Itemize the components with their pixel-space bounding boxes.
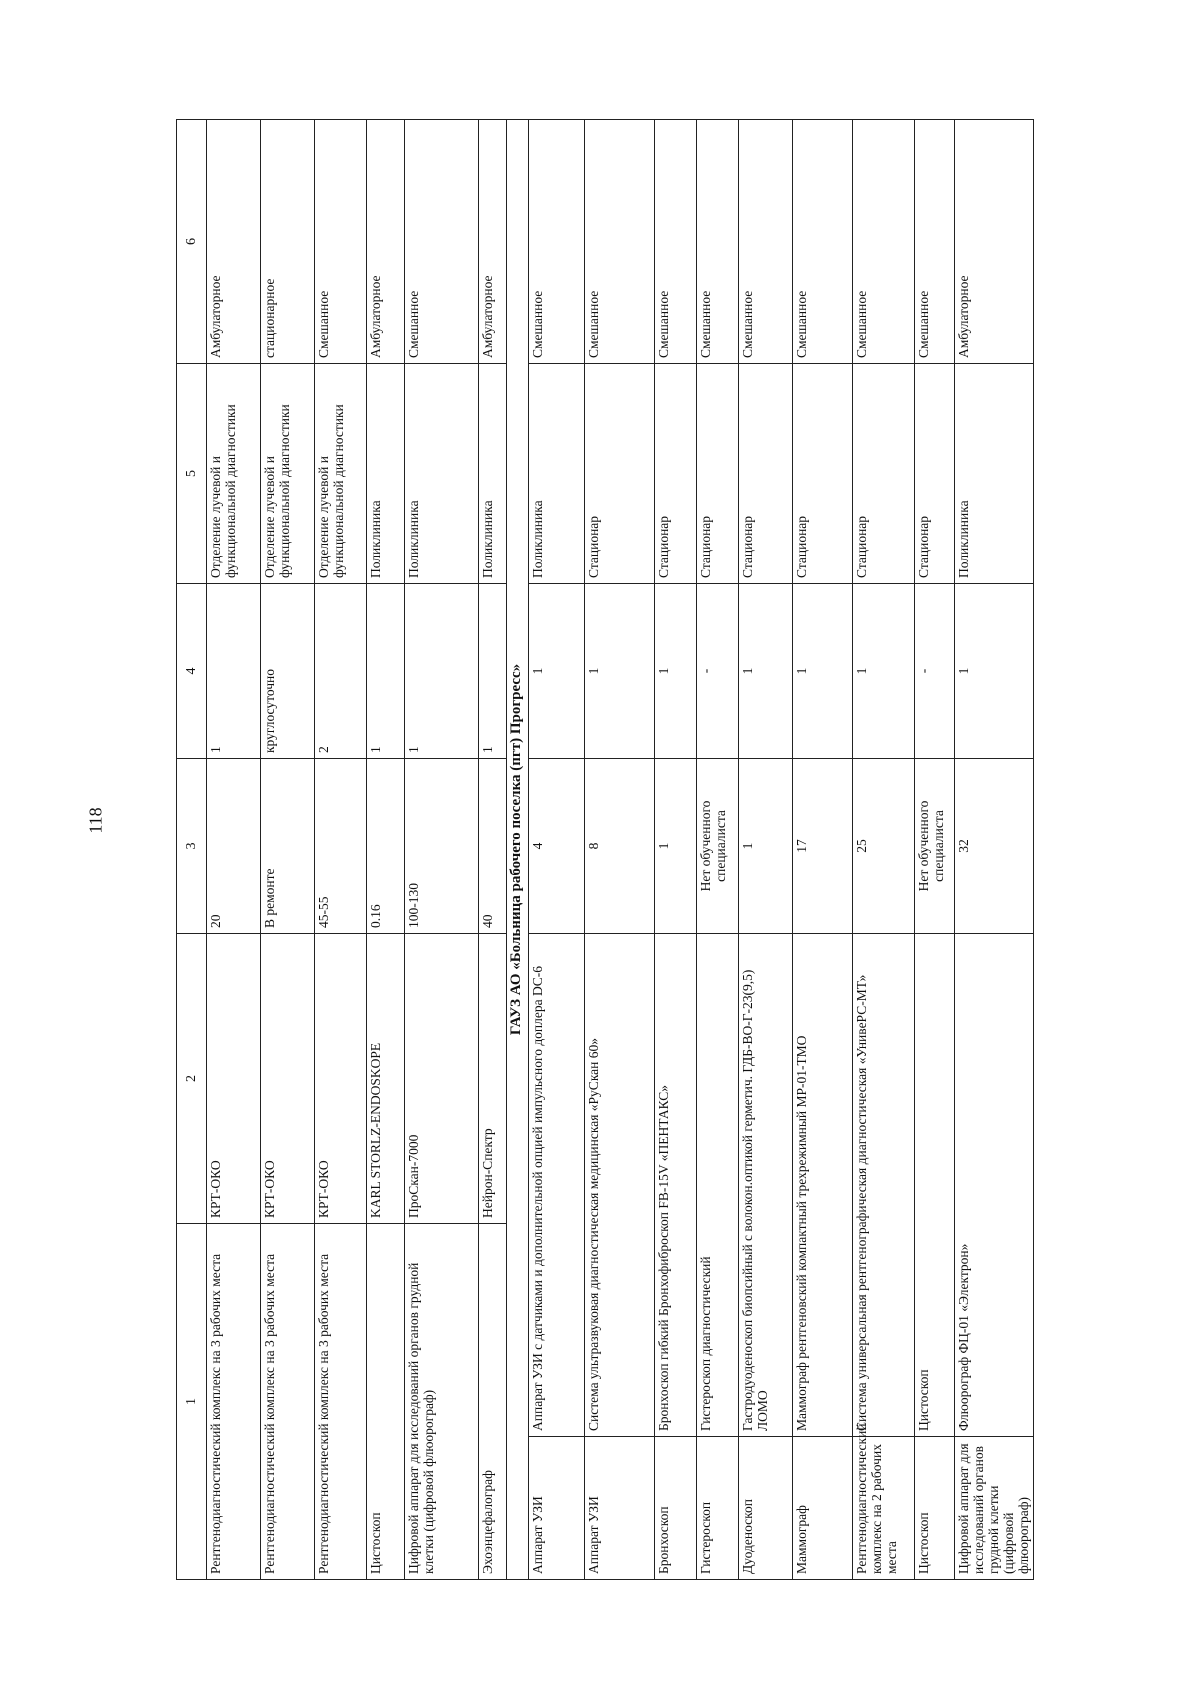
header-cell-2: 2 — [177, 934, 207, 1224]
cell-mode: стационарное — [261, 120, 315, 364]
cell-unit: Стационар — [655, 364, 697, 584]
header-cell-1: 1 — [177, 1224, 207, 1580]
cell-mode: Смешанное — [529, 120, 585, 364]
table-row — [529, 120, 585, 1580]
cell-model: Гистероскоп диагностический — [697, 934, 739, 1437]
cell-count: круглосуточно — [261, 584, 315, 759]
cell-unit: Поликлиника — [479, 364, 507, 584]
cell-count: - — [915, 584, 955, 759]
cell-unit: Стационар — [697, 364, 739, 584]
cell-unit: Отделение лучевой и функциональной диагностики — [207, 364, 261, 584]
cell-unit: Поликлиника — [955, 364, 1034, 584]
cell-equipment-type: Аппарат УЗИ — [529, 1437, 585, 1580]
cell-unit: Стационар — [793, 364, 853, 584]
cell-unit: Стационар — [739, 364, 793, 584]
cell-equipment-type: Рентгенодиагностический комплекс на 3 рабочих места — [261, 1224, 315, 1580]
cell-load: 1 — [655, 759, 697, 934]
cell-mode: Амбулаторное — [955, 120, 1034, 364]
cell-count: 1 — [585, 584, 655, 759]
cell-load: 20 — [207, 759, 261, 934]
cell-mode: Смешанное — [655, 120, 697, 364]
cell-unit: Стационар — [915, 364, 955, 584]
cell-load: В ремонте — [261, 759, 315, 934]
cell-load: 4 — [529, 759, 585, 934]
cell-count: 1 — [853, 584, 915, 759]
cell-count: 1 — [793, 584, 853, 759]
cell-unit: Стационар — [853, 364, 915, 584]
cell-equipment-type: Цифровой аппарат для исследований органов грудной клетки (цифровой флюорограф) — [405, 1224, 479, 1580]
cell-count: 1 — [367, 584, 405, 759]
cell-model: Система ультразвуковая диагностическая медицинская «РуСкан 60» — [585, 934, 655, 1437]
cell-mode: Смешанное — [405, 120, 479, 364]
cell-mode: Смешанное — [739, 120, 793, 364]
cell-equipment-type: Аппарат УЗИ — [585, 1437, 655, 1580]
cell-model: КРТ-ОКО — [315, 934, 367, 1224]
cell-load: 1 — [739, 759, 793, 934]
cell-load: 32 — [955, 759, 1034, 934]
cell-equipment-type: Бронхоскоп — [655, 1437, 697, 1580]
table-row — [405, 120, 479, 1580]
cell-model: Нейрон-Спектр — [479, 934, 507, 1224]
cell-load: 8 — [585, 759, 655, 934]
cell-count: 1 — [739, 584, 793, 759]
cell-load: 25 — [853, 759, 915, 934]
cell-model: Цистоскоп — [915, 934, 955, 1437]
cell-equipment-type: Гистероскоп — [697, 1437, 739, 1580]
cell-model: КРТ-ОКО — [207, 934, 261, 1224]
cell-count: 2 — [315, 584, 367, 759]
cell-unit: Отделение лучевой и функциональной диагностики — [315, 364, 367, 584]
cell-model: Система универсальная рентгенографическая диагностическая «УнивеРС-МТ» — [853, 934, 915, 1437]
rotated-page-content — [176, 120, 1031, 1580]
cell-mode: Смешанное — [697, 120, 739, 364]
header-cell-4: 4 — [177, 584, 207, 759]
cell-count: 1 — [207, 584, 261, 759]
cell-model: Гастродуоденоскоп биопсийный с волокон.оптикой герметич. ГДБ-ВО-Г-23(9,5) ЛОМО — [739, 934, 793, 1437]
cell-model: KARL STORLZ-ENDOSKOPE — [367, 934, 405, 1224]
cell-equipment-type: Рентгенодиагностический комплекс на 3 рабочих места — [207, 1224, 261, 1580]
table-row — [315, 120, 367, 1580]
cell-count: 1 — [955, 584, 1034, 759]
cell-load: Нет обученного специалиста — [697, 759, 739, 934]
cell-mode: Амбулаторное — [479, 120, 507, 364]
cell-mode: Смешанное — [853, 120, 915, 364]
cell-equipment-type: Цифровой аппарат для исследований органов грудной клетки (цифровой флюорограф) — [955, 1437, 1034, 1580]
cell-count: 1 — [479, 584, 507, 759]
group-title: ГАУЗ АО «Больница рабочего поселка (пгт) Прогресс» — [507, 120, 529, 1580]
table-row — [261, 120, 315, 1580]
cell-unit: Поликлиника — [367, 364, 405, 584]
cell-count: 1 — [529, 584, 585, 759]
cell-load: Нет обученного специалиста — [915, 759, 955, 934]
table-row — [739, 120, 793, 1580]
cell-model: ПроСкан-7000 — [405, 934, 479, 1224]
table-row — [585, 120, 655, 1580]
cell-model: Аппарат УЗИ с датчиками и дополнительной опцией импульсного доплера DC-6 — [529, 934, 585, 1437]
cell-mode: Амбулаторное — [367, 120, 405, 364]
page-number: 118 — [85, 807, 106, 834]
group-title-row — [507, 120, 529, 1580]
cell-load: 100-130 — [405, 759, 479, 934]
cell-count: 1 — [405, 584, 479, 759]
header-cell-5: 5 — [177, 364, 207, 584]
cell-unit: Поликлиника — [405, 364, 479, 584]
table-row — [793, 120, 853, 1580]
cell-model: Флюорограф ФЦ-01 «Электрон» — [955, 934, 1034, 1437]
table-row — [853, 120, 915, 1580]
cell-mode: Амбулаторное — [207, 120, 261, 364]
cell-mode: Смешанное — [585, 120, 655, 364]
cell-load: 0.16 — [367, 759, 405, 934]
cell-model: Бронхоскоп гибкий Бронхофиброскоп FB-15V «ПЕНТАКС» — [655, 934, 697, 1437]
cell-load: 45-55 — [315, 759, 367, 934]
equipment-table — [176, 119, 1034, 1580]
cell-count: 1 — [655, 584, 697, 759]
cell-unit: Отделение лучевой и функциональной диагностики — [261, 364, 315, 584]
cell-equipment-type: Эхоэнцефалограф — [479, 1224, 507, 1580]
cell-model: Маммограф рентгеновский компактный трехрежимный МР-01-ТМО — [793, 934, 853, 1437]
header-row — [177, 120, 207, 1580]
cell-equipment-type: Рентгенодиагностический комплекс на 2 рабочих места — [853, 1437, 915, 1580]
table-row — [955, 120, 1034, 1580]
table-row — [697, 120, 739, 1580]
cell-unit: Поликлиника — [529, 364, 585, 584]
cell-load: 40 — [479, 759, 507, 934]
cell-count: - — [697, 584, 739, 759]
cell-load: 17 — [793, 759, 853, 934]
cell-equipment-type: Рентгенодиагностический комплекс на 3 рабочих места — [315, 1224, 367, 1580]
cell-equipment-type: Дуоденоскоп — [739, 1437, 793, 1580]
table-body — [177, 120, 1034, 1580]
cell-equipment-type: Маммограф — [793, 1437, 853, 1580]
table-row — [479, 120, 507, 1580]
cell-mode: Смешанное — [915, 120, 955, 364]
table-row — [655, 120, 697, 1580]
table-row — [915, 120, 955, 1580]
cell-model: КРТ-ОКО — [261, 934, 315, 1224]
cell-equipment-type: Цистоскоп — [367, 1224, 405, 1580]
header-cell-6: 6 — [177, 120, 207, 364]
table-row — [207, 120, 261, 1580]
cell-mode: Смешанное — [793, 120, 853, 364]
cell-equipment-type: Цистоскоп — [915, 1437, 955, 1580]
table-row — [367, 120, 405, 1580]
cell-mode: Смешанное — [315, 120, 367, 364]
header-cell-3: 3 — [177, 759, 207, 934]
cell-unit: Стационар — [585, 364, 655, 584]
